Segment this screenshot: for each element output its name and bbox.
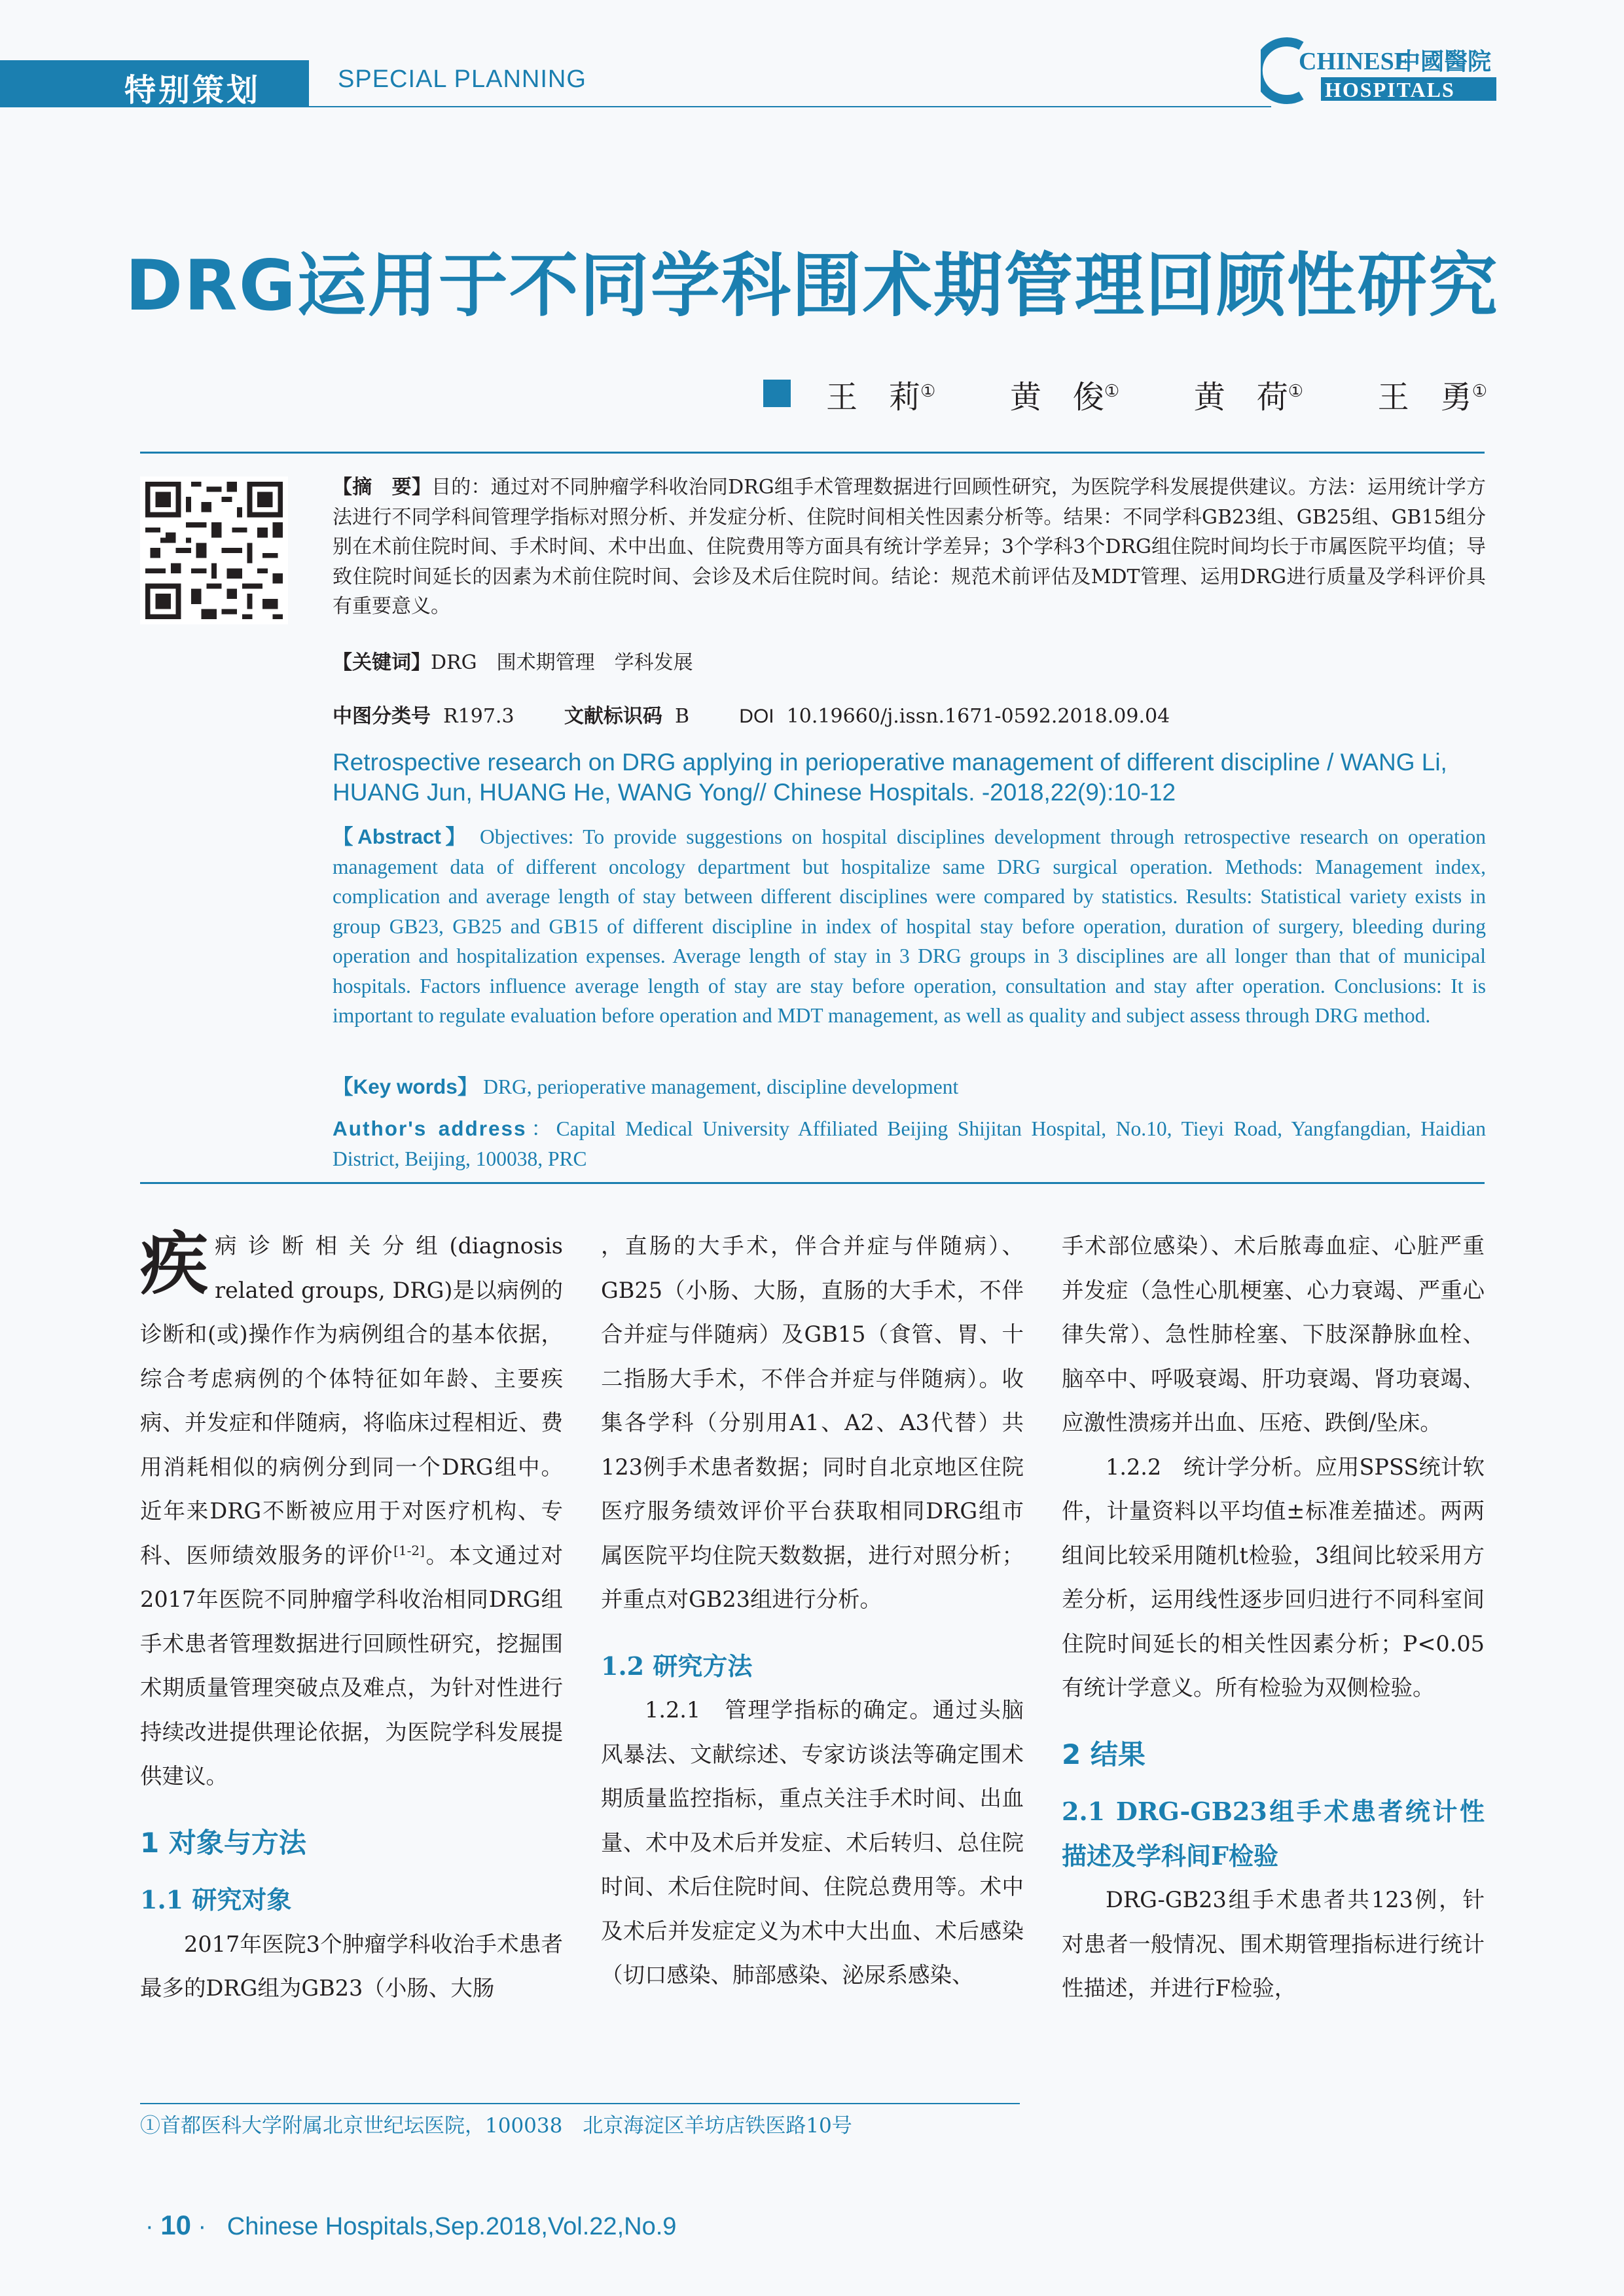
subsection-heading: 1.2 研究方法 — [601, 1651, 753, 1681]
author: 黄 荷① — [1193, 379, 1304, 416]
divider — [140, 452, 1485, 454]
section-heading: 2 结果 — [1062, 1738, 1146, 1770]
paragraph: 2017年医院3个肿瘤学科收治手术患者最多的DRG组为GB23（小肠、大肠 — [140, 1931, 563, 2001]
paragraph-continued: 手术部位感染）、术后脓毒血症、心脏严重并发症（急性心肌梗塞、心力衰竭、严重心律失常）、急性肺栓塞、下肢深静脉血栓、脑卒中、呼吸衰竭、肝功衰竭、肾功衰竭、应激性溃疡并出血、压疮、跌倒/坠床。 — [1062, 1233, 1485, 1435]
logo-en-top: CHINESE — [1299, 48, 1411, 75]
author: 黄 俊① — [1009, 379, 1120, 416]
qr-code-icon — [140, 476, 288, 624]
journal-citation: Chinese Hospitals,Sep.2018,Vol.22,No.9 — [226, 2213, 677, 2240]
section-label-en: SPECIAL PLANNING — [338, 65, 586, 93]
english-abstract: 【Abstract】 Objectives: To provide suggestions on hospital disciplines development through retrospective research on operation management data of different oncology department but hospitalize same DRG surgical operation. Methods: Management index, complication and average length of stay between different disciplines were compared by statistics. Results: Statistical variety exists in group GB23, GB25 and GB15 of different discipline in index of hospital stay before operation, duration of surgery, bleeding during operation and hospitalization expenses. Average length of stay in 3 DRG groups in 3 disciplines are all longer than that of municipal hospitals. Factors influence average length of stay are stay before operation, consultation and stay after operation. Conclusions: It is important to regulate evaluation before operation and MDT management, as well as quality and subject assess through DRG method. — [333, 825, 1486, 1027]
paragraph: DRG-GB23组手术患者共123例，针对患者一般情况、围术期管理指标进行统计性描述，并进行F检验， — [1062, 1887, 1485, 2001]
paragraph-continued: ，直肠的大手术，伴合并症与伴随病）、GB25（小肠、大肠，直肠的大手术，不伴合并症与伴随病）及GB15（食管、胃、十二指肠大手术，不伴合并症与伴随病）。收集各学科（分别用A1、A2、A3代替）共123例手术患者数据；同时自北京地区住院医疗服务绩效评价平台获取相同DRG组市属医院平均住院天数数据，进行对照分析；并重点对GB23组进行分析。 — [601, 1233, 1024, 1612]
logo-cn: 中國醫院 — [1397, 48, 1492, 75]
section-heading: 1 对象与方法 — [140, 1826, 306, 1859]
author-list — [826, 372, 1487, 417]
keywords-cn: 【关键词】DRG 围术期管理 学科发展 — [333, 651, 693, 674]
logo-en-bottom: HOSPITALS — [1325, 78, 1455, 101]
classification-line: 中图分类号 R197.3 文献标识码 B DOI 10.19660/j.issn.1671-0592.2018.09.04 — [333, 705, 1170, 728]
divider — [140, 1182, 1485, 1184]
paragraph: 1.2.2 统计学分析。应用SPSS统计软件，计量资料以平均值±标准差描述。两两组间比较采用随机t检验，3组间比较采用方差分析，运用线性逐步回归进行不同科室间住院时间延长的相关性因素分析；P<0.05有统计学意义。所有检验为双侧检验。 — [1062, 1454, 1485, 1700]
paragraph: 1.2.1 管理学指标的确定。通过头脑风暴法、文献综述、专家访谈法等确定围术期质量监控指标，重点关注手术时间、出血量、术中及术后并发症、术后转归、总住院时间、术后住院时间、住院总费用等。术中及术后并发症定义为术中大出血、术后感染（切口感染、肺部感染、泌尿系感染、 — [601, 1697, 1024, 1988]
header-rule — [309, 106, 1271, 107]
subsection-heading: 1.1 研究对象 — [140, 1885, 292, 1914]
author-address: Author's address：Capital Medical University Affiliated Beijing Shijitan Hospital, No.10, Tieyi Road, Yangfangdian, Haidian District, Beijing, 100038, PRC — [333, 1117, 1486, 1170]
page-folio: · 10 · Chinese Hospitals,Sep.2018,Vol.22,No.9 — [145, 2210, 677, 2240]
english-keywords: 【Key words】 DRG, perioperative management, discipline development — [333, 1075, 959, 1098]
journal-logo — [1261, 31, 1498, 110]
body-column-3 — [1062, 1224, 1485, 2011]
body-column-2 — [601, 1224, 1024, 2088]
citation: [1-2] — [393, 1542, 425, 1558]
abstract-label: 【摘 要】 — [333, 476, 432, 499]
affiliation-footnote: ①首都医科大学附属北京世纪坛医院，100038 北京海淀区羊坊店铁医路10号 — [140, 2114, 852, 2138]
footnote-rule — [140, 2103, 1020, 2104]
abstract-text: 目的：通过对不同肿瘤学科收治同DRG组手术管理数据进行回顾性研究，为医院学科发展提供建议。方法：运用统计学方法进行不同学科间管理学指标对照分析、并发症分析、住院时间相关性因素分析等。结果：不同学科GB23组、GB25组、GB15组分别在术前住院时间、手术时间、术中出血、住院费用等方面具有统计学差异；3个学科3个DRG组住院时间均长于市属医院平均值；导致住院时间延长的因素为术前住院时间、会诊及术后住院时间。结论：规范术前评估及MDT管理、运用DRG进行质量及学科评价具有重要意义。 — [333, 476, 1487, 618]
article-title: DRG运用于不同学科围术期管理回顾性研究 — [125, 245, 1499, 326]
abstract-cn — [333, 473, 1486, 622]
author: 王 勇① — [1377, 379, 1487, 416]
drop-cap: 疾 — [140, 1223, 209, 1304]
intro-paragraph: 疾病诊断相关分组(diagnosis related groups, DRG)是以病例的诊断和(或)操作作为病例组合的基本依据，综合考虑病例的个体特征如年龄、主要疾病、并发症和伴随病，将临床过程相近、费用消耗相似的病例分到同一个DRG组中。近年来DRG不断被应用于对医疗机构、专科、医师绩效服务的评价[1-2]。本文通过对2017年医院不同肿瘤学科收治相同DRG组手术患者管理数据进行回顾性研究，挖掘围术期质量管理突破点及难点，为针对性进行持续改进提供理论依据，为医院学科发展提供建议。 — [140, 1223, 563, 1789]
author: 王 莉① — [826, 379, 936, 416]
subsection-heading: 2.1 DRG-GB23组手术患者统计性描述及学科间F检验 — [1062, 1797, 1485, 1871]
author-marker — [763, 380, 791, 407]
page-number: 10 — [160, 2210, 191, 2240]
english-title: Retrospective research on DRG applying in perioperative management of different discipline / WANG Li, HUANG Jun, HUANG He, WANG Yong// Chinese Hospitals. -2018,22(9):10-12 — [333, 749, 1447, 806]
section-label-cn: 特别策划 — [124, 72, 261, 109]
body-column-1 — [140, 1224, 563, 2011]
